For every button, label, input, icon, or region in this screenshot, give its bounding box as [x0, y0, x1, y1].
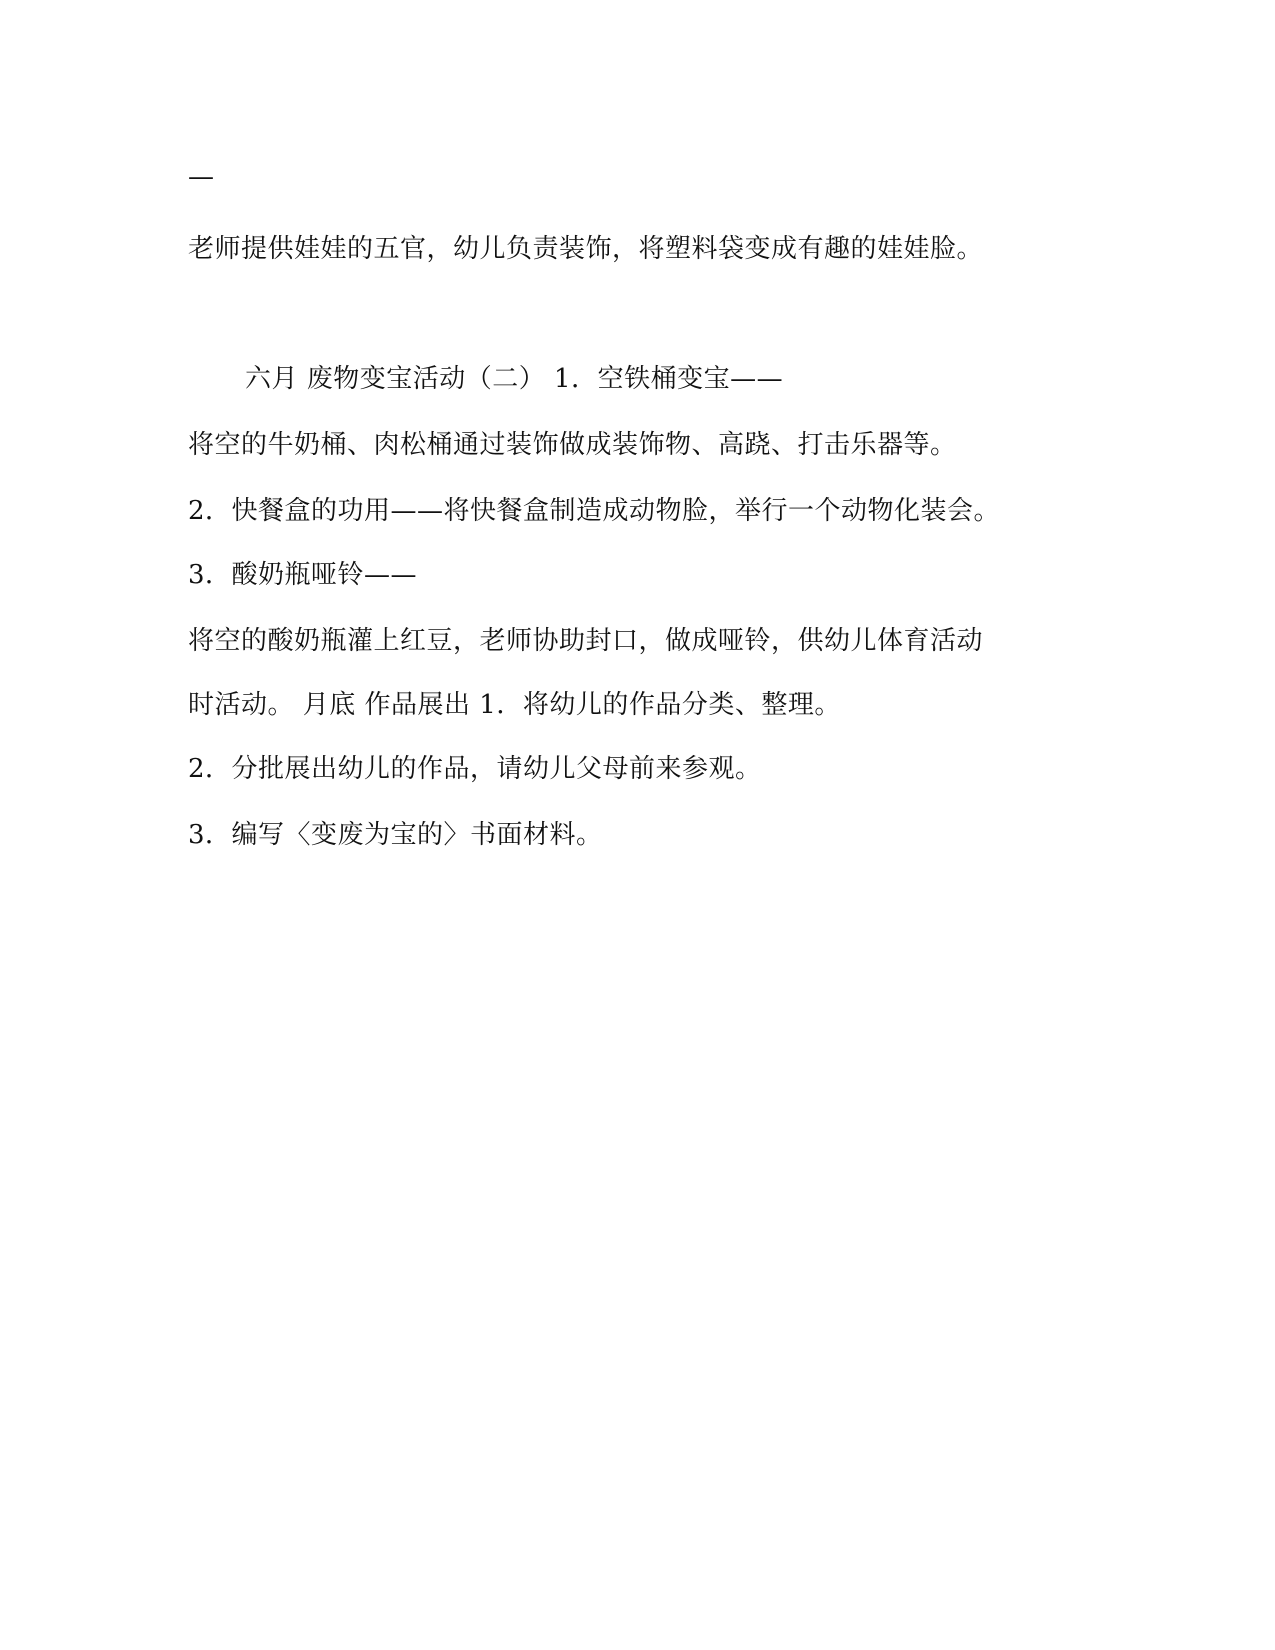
paragraph-line: 时活动。 月底 作品展出 1．将幼儿的作品分类、整理。 [188, 690, 841, 720]
paragraph-line: 将空的酸奶瓶灌上红豆，老师协助封口，做成哑铃，供幼儿体育活动 [188, 626, 984, 656]
list-item: 2．快餐盒的功用——将快餐盒制造成动物脸，举行一个动物化装会。 [188, 496, 1001, 526]
list-item: 3．酸奶瓶哑铃—— [188, 560, 418, 590]
dash-line: — [188, 162, 215, 192]
section-heading: 六月 废物变宝活动（二） 1．空铁桶变宝—— [245, 364, 784, 394]
paragraph-line: 将空的牛奶桶、肉松桶通过装饰做成装饰物、高跷、打击乐器等。 [188, 430, 957, 460]
list-item: 3．编写〈变废为宝的〉书面材料。 [188, 820, 603, 850]
paragraph-line: 老师提供娃娃的五官，幼儿负责装饰，将塑料袋变成有趣的娃娃脸。 [188, 234, 984, 264]
list-item: 2．分批展出幼儿的作品，请幼儿父母前来参观。 [188, 754, 762, 784]
